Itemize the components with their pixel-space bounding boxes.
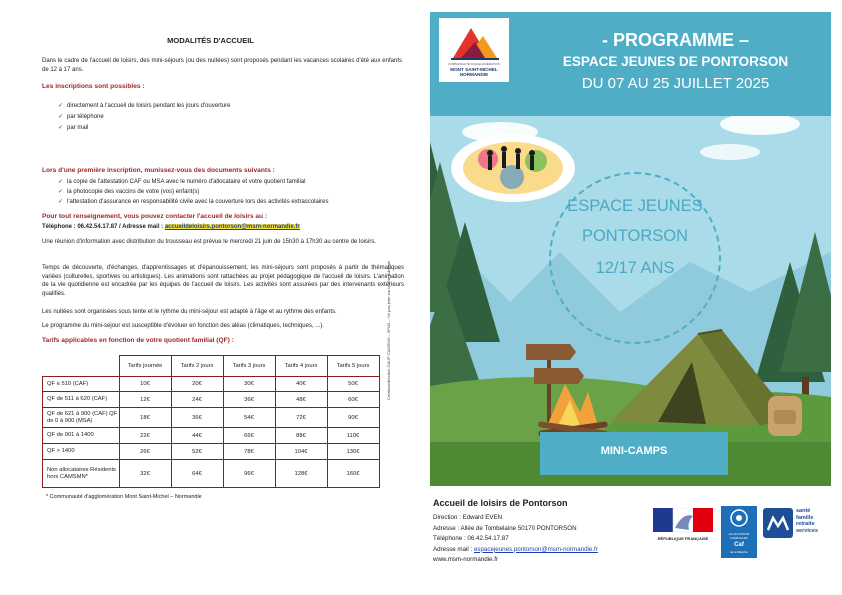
list-item: ✓ la photocopie des vaccins de votre (vos) enfant(s) <box>58 189 200 195</box>
tarifs-heading: Tarifs applicables en fonction de votre quotient familial (QF) : <box>42 337 234 344</box>
caf-text-allocations: ALLOCATIONS FAMILIALES <box>728 532 750 540</box>
cell: 88€ <box>275 428 327 444</box>
check-icon: ✓ <box>58 125 64 131</box>
contact-heading: Pour tout renseignement, vous pouvez contacter l'accueil de loisirs au : <box>42 213 268 220</box>
header-cell: Tarifs journée <box>119 356 171 377</box>
row-label: QF ≤ 510 (CAF) <box>43 377 120 392</box>
list-item: ✓ par téléphone <box>58 114 104 120</box>
check-icon: ✓ <box>58 179 64 185</box>
cell: 26€ <box>119 444 171 460</box>
cell: 72€ <box>275 408 327 428</box>
check-icon: ✓ <box>58 199 64 205</box>
check-icon: ✓ <box>58 189 64 195</box>
row-label: QF de 511 à 620 (CAF) <box>43 392 120 408</box>
caf-star-icon <box>721 506 757 532</box>
list-item: ✓ directement à l'accueil de loisirs pendant les jours d'ouverture <box>58 103 231 109</box>
table-row <box>43 444 380 460</box>
footer-web[interactable]: www.msm-normandie.fr <box>433 556 498 564</box>
cell: 20€ <box>171 377 223 392</box>
row-label: Non allocataires Résidents hors CAMSMN* <box>43 460 120 488</box>
cell: 54€ <box>223 408 275 428</box>
modalites-title: MODALITÉS D'ACCUEIL <box>167 36 254 45</box>
contact-tel: Téléphone : 06.42.54.17.87 / Adresse mail : <box>42 224 164 230</box>
signpost-label <box>430 12 831 486</box>
table-row <box>43 460 380 488</box>
cell: 10€ <box>119 377 171 392</box>
logo-caption: MONT SAINT-MICHEL NORMANDIE <box>450 67 498 77</box>
circle-line-pontorson: PONTORSON <box>581 227 689 245</box>
cell: 160€ <box>327 460 379 488</box>
circle-line-espace-jeunes: ESPACE JEUNES <box>567 197 703 215</box>
footer-title: Accueil de loisirs de Pontorson <box>433 498 568 508</box>
cell: 66€ <box>223 428 275 444</box>
table-corner <box>43 356 120 377</box>
cell: 40€ <box>275 377 327 392</box>
espace-jeunes-title: ESPACE JEUNES DE PONTORSON <box>562 54 789 69</box>
cell: 78€ <box>223 444 275 460</box>
cell: 96€ <box>223 460 275 488</box>
cell: 60€ <box>327 392 379 408</box>
header-cell: Tarifs 4 jours <box>275 356 327 377</box>
footnote: * Communauté d'agglomération Mont Saint-Michel – Normandie <box>46 494 202 500</box>
cell: 22€ <box>119 428 171 444</box>
list-item: ✓ par mail <box>58 125 89 131</box>
cell: 12€ <box>119 392 171 408</box>
inscriptions-list <box>58 101 230 134</box>
documents-heading: Lors d'une première inscription, munissez-vous des documents suivants : <box>42 167 275 174</box>
cell: 30€ <box>223 377 275 392</box>
table-row <box>43 408 380 428</box>
cell: 44€ <box>171 428 223 444</box>
caf-text-caf: Caf <box>734 542 744 548</box>
msa-icon <box>763 508 793 538</box>
cell: 36€ <box>171 408 223 428</box>
cell: 50€ <box>327 377 379 392</box>
header-cell: Tarifs 3 jours <box>223 356 275 377</box>
footer-contact <box>433 513 598 566</box>
cell: 128€ <box>275 460 327 488</box>
cell: 24€ <box>171 392 223 408</box>
logo-caption-small: COMMUNAUTÉ D'AGGLOMÉRATION <box>448 62 500 66</box>
programme-title: - PROGRAMME – <box>601 30 749 50</box>
republique-francaise-logo <box>653 508 713 556</box>
cell: 90€ <box>327 408 379 428</box>
side-legal-note: Création/direction GAUP CAMSMN – 6P/45 – Ne pas jeter sur la voie publique <box>386 260 391 400</box>
row-label: QF > 1400 <box>43 444 120 460</box>
mini-camps-label: MINI-CAMPS <box>600 445 668 457</box>
caf-text-manche: de la Manche <box>729 550 748 554</box>
footer-tel: Téléphone : 06.42.54.17.87 <box>433 535 509 543</box>
table-row <box>43 377 380 392</box>
table-row <box>43 428 380 444</box>
contact-mail-link[interactable]: accueildeloisirs.pontorson@msm-normandie.fr <box>164 224 300 230</box>
contact-line <box>42 224 300 230</box>
footer-direction: Direction : Edward EVEN <box>433 514 503 521</box>
info-meeting-paragraph: Une réunion d'information avec distribution du trousseau est prévue le mercredi 21 juin de 15h30 à 17h30 au centre de loisirs. <box>42 239 377 245</box>
inscriptions-heading: Les inscriptions sont possibles : <box>42 83 145 90</box>
intro-paragraph: Dans le cadre de l'accueil de loisirs, des mini-séjours (ou des nuitées) sont proposés pendant les vacances scolaires d'été aux enfants de 12 à 17 ans. <box>42 58 402 73</box>
cell: 130€ <box>327 444 379 460</box>
cell: 48€ <box>275 392 327 408</box>
check-icon: ✓ <box>58 103 64 109</box>
activities-paragraph: Temps de découverte, d'échanges, d'apprentissages et d'épanouissement, les mini-séjours sont proposés à partir de thématiques variées (culturelles, sportives ou artistiques). Les animations sont rattachées au projet pédagogique de l'accueil de loisirs. L'animation de la vie quotidienne est encadrée par les équipes de l'accueil de loisirs. Les activités sont assurées par des intervenants extérieurs qualifiés. <box>42 265 404 297</box>
right-page <box>421 0 842 595</box>
row-label: QF de 621 à 900 (CAF) QF de 0 à 900 (MSA) <box>43 408 120 428</box>
caf-logo <box>721 506 757 558</box>
program-change-paragraph: Le programme du mini-séjour est susceptible d'évoluer en fonction des aléas (climatiques, techniques, ...). <box>42 323 324 329</box>
list-item: ✓ la copie de l'attestation CAF ou MSA avec le numéro d'allocataire et votre quotient familial <box>58 179 306 185</box>
nights-paragraph: Les nuitées sont organisées sous tente et le rythme du mini-séjour est adapté à l'âge et au rythme des enfants. <box>42 309 337 315</box>
header-cell: Tarifs 5 jours <box>327 356 379 377</box>
list-item: ✓ l'attestation d'assurance en responsabilité civile avec la couverture lors des activités extrascolaires <box>58 199 329 205</box>
cell: 64€ <box>171 460 223 488</box>
documents-list <box>58 177 328 207</box>
footer-address: Adresse : Allée de Tombelaine 50170 PONTORSON <box>433 524 577 532</box>
date-range: DU 07 AU 25 JUILLET 2025 <box>581 75 770 92</box>
msa-text: santé famille retraite services <box>796 508 819 534</box>
table-row <box>43 392 380 408</box>
header-cell: Tarifs 2 jours <box>171 356 223 377</box>
circle-line-age: 12/17 ANS <box>595 259 675 277</box>
cell: 52€ <box>171 444 223 460</box>
cell: 104€ <box>275 444 327 460</box>
table-header-row <box>43 356 380 377</box>
footer-mail-link[interactable]: espacejeunes.pontorson@msm-normandie.fr <box>473 545 598 553</box>
cell: 36€ <box>223 392 275 408</box>
cell: 18€ <box>119 408 171 428</box>
tarifs-table <box>42 355 380 488</box>
check-icon: ✓ <box>58 114 64 120</box>
mini-camps-banner <box>540 432 728 475</box>
rf-text: RÉPUBLIQUE FRANÇAISE <box>657 536 709 541</box>
footer-mail-line: Adresse mail : espacejeunes.pontorson@msm-normandie.fr <box>433 545 598 553</box>
cell: 110€ <box>327 428 379 444</box>
cover-illustration <box>430 12 831 486</box>
cell: 32€ <box>119 460 171 488</box>
row-label: QF de 901 à 1400 <box>43 428 120 444</box>
